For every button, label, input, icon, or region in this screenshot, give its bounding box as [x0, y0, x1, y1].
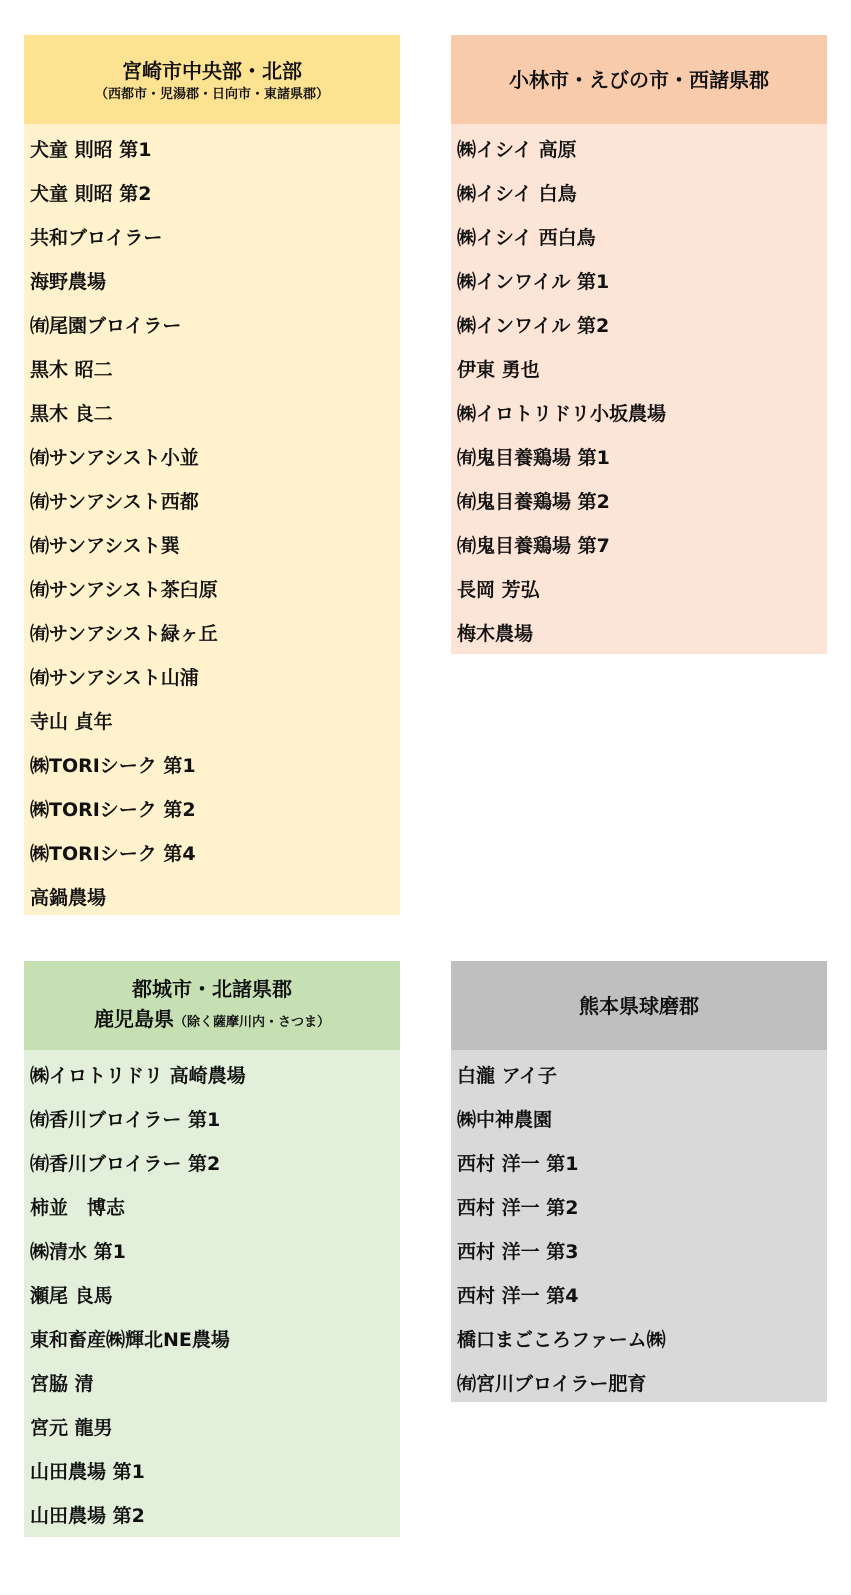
list-item: 白瀧 アイ子: [457, 1065, 557, 1087]
list-item: ㈱TORIシーク 第2: [30, 799, 196, 821]
list-item: 宮元 龍男: [30, 1417, 113, 1439]
list-item: 西村 洋一 第4: [457, 1285, 579, 1307]
panel-header: [24, 961, 400, 1050]
panel-title: 小林市・えびの市・西諸県郡: [509, 67, 769, 92]
region-panel-kumamoto-kuma: [451, 961, 827, 1402]
list-item: 犬童 則昭 第2: [30, 183, 152, 205]
list-item: 寺山 貞年: [30, 711, 113, 733]
list-item: ㈱イロトリドリ 高崎農場: [30, 1065, 246, 1087]
list-item: 東和畜産㈱輝北NE農場: [30, 1329, 230, 1351]
list-item: 黒木 昭二: [30, 359, 113, 381]
list-item: ㈱TORIシーク 第4: [30, 843, 196, 865]
list-item: ㈱TORIシーク 第1: [30, 755, 196, 777]
list-item: 黒木 良二: [30, 403, 113, 425]
list-item: ㈲鬼目養鶏場 第7: [457, 535, 610, 557]
farm-list: [24, 1050, 400, 1538]
list-item: ㈱イロトリドリ小坂農場: [457, 403, 667, 425]
list-item: 西村 洋一 第1: [457, 1153, 579, 1175]
panel-subtitle: （西都市・児湯郡・日向市・東諸県郡）: [94, 86, 329, 102]
list-item: ㈲サンアシスト山浦: [30, 667, 199, 689]
list-item: ㈱清水 第1: [30, 1241, 126, 1263]
list-item: ㈱イシイ 西白鳥: [457, 227, 596, 249]
list-item: 海野農場: [30, 271, 107, 293]
list-item: ㈲鬼目養鶏場 第1: [457, 447, 610, 469]
list-item: ㈲宮川ブロイラー肥育: [457, 1373, 647, 1395]
region-panel-miyakonojo-kagoshima: [24, 961, 400, 1537]
farm-list: [451, 124, 827, 656]
list-item: ㈱イシイ 高原: [457, 139, 577, 161]
panel-title-note: （除く薩摩川内・さつま）: [173, 1014, 330, 1030]
list-item: ㈲鬼目養鶏場 第2: [457, 491, 610, 513]
list-item: ㈱インワイル 第2: [457, 315, 610, 337]
list-item: ㈲香川ブロイラー 第2: [30, 1153, 221, 1175]
panel-title: 都城市・北諸県郡: [132, 976, 292, 1001]
list-item: 伊東 勇也: [457, 359, 540, 381]
farm-list: [24, 124, 400, 920]
list-item: 山田農場 第2: [30, 1505, 145, 1527]
region-panel-miyazaki-central-north: [24, 35, 400, 915]
panel-title-line2: [94, 1004, 330, 1038]
list-item: ㈲サンアシスト緑ヶ丘: [30, 623, 218, 645]
farm-list: [451, 1050, 827, 1406]
list-item: 宮脇 清: [30, 1373, 94, 1395]
panel-header: [24, 35, 400, 124]
panel-title-kagoshima: 鹿児島県: [93, 1006, 174, 1031]
list-item: 共和ブロイラー: [30, 227, 163, 249]
list-item: ㈱イシイ 白鳥: [457, 183, 577, 205]
list-item: 西村 洋一 第2: [457, 1197, 579, 1219]
list-item: 高鍋農場: [30, 887, 107, 909]
list-item: ㈲尾園ブロイラー: [30, 315, 182, 337]
list-item: ㈲香川ブロイラー 第1: [30, 1109, 221, 1131]
panel-title: 宮崎市中央部・北部: [122, 58, 302, 83]
list-item: ㈲サンアシスト小並: [30, 447, 199, 469]
list-item: ㈲サンアシスト巽: [30, 535, 180, 557]
list-item: 橋口まごころファーム㈱: [457, 1329, 666, 1351]
list-item: 長岡 芳弘: [457, 579, 540, 601]
list-item: 犬童 則昭 第1: [30, 139, 152, 161]
list-item: 梅木農場: [457, 623, 534, 645]
list-item: ㈲サンアシスト茶臼原: [30, 579, 218, 601]
region-panel-kobayashi-ebino: [451, 35, 827, 654]
panel-body: [24, 1050, 400, 1537]
panel-body: [451, 124, 827, 654]
panel-title: 熊本県球磨郡: [579, 993, 699, 1018]
list-item: ㈱インワイル 第1: [457, 271, 610, 293]
panel-body: [24, 124, 400, 915]
list-item: ㈱中神農園: [457, 1109, 553, 1131]
list-item: 瀬尾 良馬: [30, 1285, 113, 1307]
panel-body: [451, 1050, 827, 1402]
panel-header: [451, 35, 827, 124]
list-item: 西村 洋一 第3: [457, 1241, 579, 1263]
panel-header: [451, 961, 827, 1050]
list-item: 山田農場 第1: [30, 1461, 145, 1483]
list-item: ㈲サンアシスト西都: [30, 491, 199, 513]
list-item: 柿並 博志: [30, 1197, 126, 1219]
